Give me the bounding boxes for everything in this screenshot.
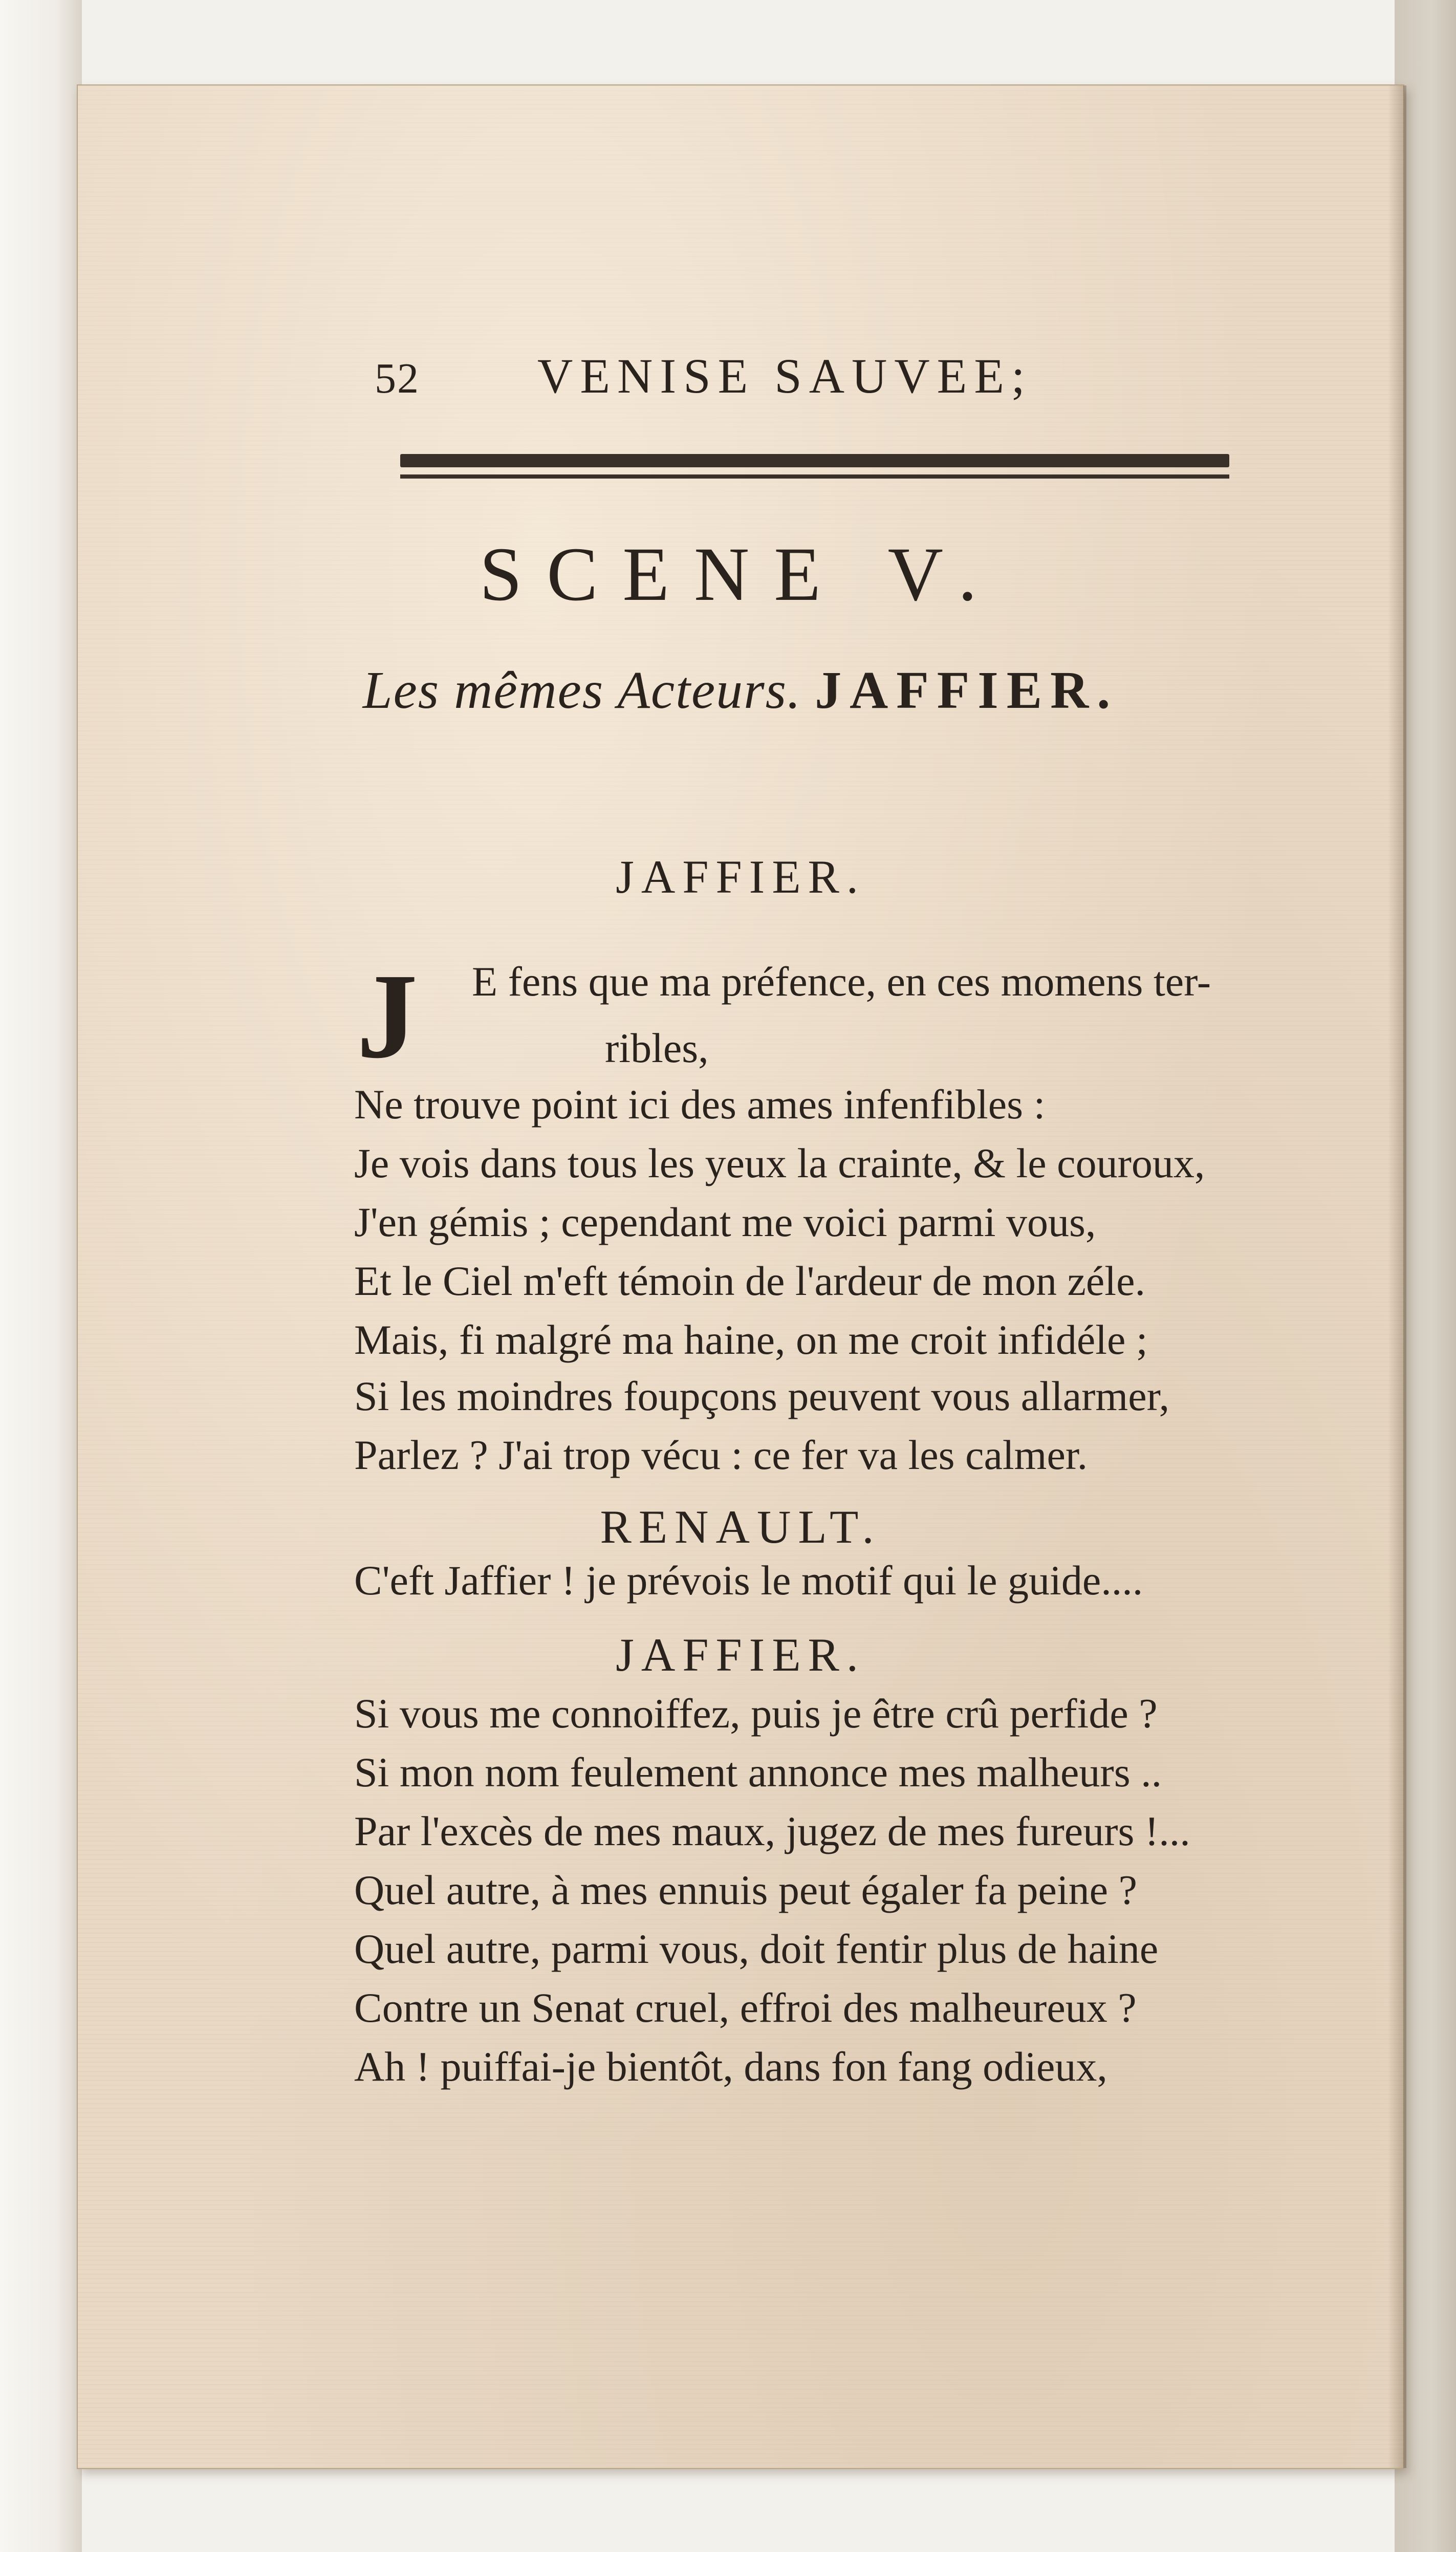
scene-persons-name: JAFFIER. — [815, 661, 1119, 720]
verse-line: Quel autre, parmi vous, doit fentir plus de haine — [354, 1926, 1159, 1972]
verse-line: Je vois dans tous les yeux la crainte, & le couroux, — [354, 1140, 1205, 1186]
scene-persons — [78, 661, 1403, 720]
verse-line: ribles, — [605, 1025, 709, 1071]
page-gutter-shadow — [1388, 85, 1406, 2468]
scene-heading: SCENE V. — [479, 532, 1002, 617]
verse-line: J'en gémis ; cependant me voici parmi vous, — [354, 1199, 1096, 1245]
verse-line: Si les moindres foupçons peuvent vous allarmer, — [354, 1373, 1170, 1419]
scene-persons-italic: Les mêmes Acteurs. — [362, 661, 802, 720]
running-title: VENISE SAUVEE; — [537, 349, 1032, 403]
speaker-label: JAFFIER. — [616, 851, 865, 903]
page-number: 52 — [375, 355, 420, 402]
rule-thin-line — [400, 474, 1229, 479]
verse-line: E fens que ma préfence, en ces momens ter- — [472, 958, 1211, 1005]
verse-line: Si mon nom feulement annonce mes malheurs .. — [354, 1749, 1162, 1796]
verse-line: Parlez ? J'ai trop vécu : ce fer va les calmer. — [354, 1432, 1088, 1478]
verse-line: C'eft Jaffier ! je prévois le motif qui le guide.... — [354, 1557, 1143, 1604]
verse-line: Contre un Senat cruel, effroi des malheureux ? — [354, 1984, 1137, 2031]
drop-cap: J — [357, 949, 418, 1084]
verse-line: Par l'excès de mes maux, jugez de mes fureurs !... — [354, 1808, 1190, 1854]
speaker-label: RENAULT. — [600, 1501, 881, 1553]
rule-thick-line — [400, 454, 1229, 467]
verse-line: Ah ! puiffai-je bientôt, dans fon fang odieux, — [354, 2043, 1107, 2090]
verse-line: Mais, fi malgré ma haine, on me croit infidéle ; — [354, 1316, 1148, 1363]
speaker-label: JAFFIER. — [616, 1629, 865, 1681]
verse-line: Et le Ciel m'eft témoin de l'ardeur de mon zéle. — [354, 1258, 1145, 1304]
running-head — [375, 349, 1347, 403]
verse-line: Quel autre, à mes ennuis peut égaler fa peine ? — [354, 1867, 1137, 1913]
verse-line: Ne trouve point ici des ames infenfibles : — [354, 1081, 1046, 1128]
verse-line: Si vous me connoiffez, puis je être crû perfide ? — [354, 1690, 1158, 1737]
ornamental-rule — [400, 454, 1229, 482]
scan-background-left — [0, 0, 82, 2552]
book-page — [77, 84, 1404, 2469]
